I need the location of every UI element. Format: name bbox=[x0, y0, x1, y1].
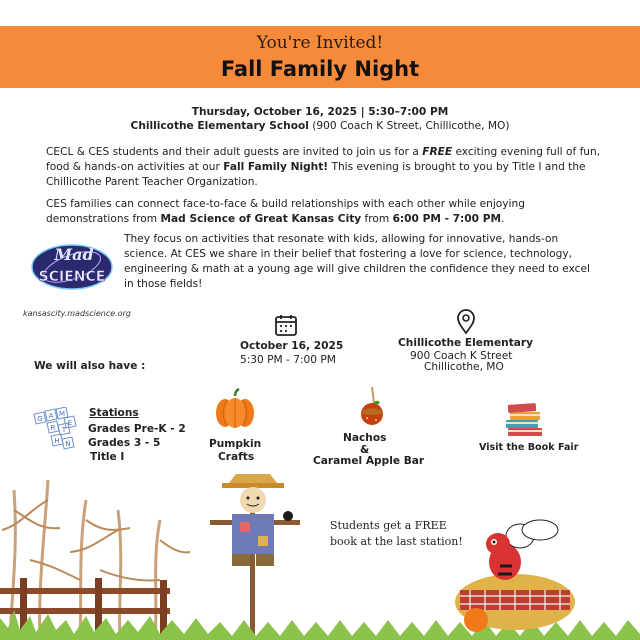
logo-text-bottom: SCIENCE bbox=[38, 269, 106, 285]
calendar-icon bbox=[274, 313, 298, 337]
stations-line: Grades Pre-K - 2 bbox=[88, 423, 186, 435]
word-search-letter: H bbox=[54, 437, 60, 445]
bookfair-label: Visit the Book Fair bbox=[479, 442, 579, 453]
caramel-apple-icon bbox=[357, 385, 387, 427]
invited-heading: You're Invited! bbox=[256, 33, 384, 53]
event-datetime: Thursday, October 16, 2025 | 5:30–7:00 PM bbox=[191, 106, 449, 118]
free-book-note: Students get a FREE bbox=[330, 519, 447, 532]
free-emphasis: FREE bbox=[422, 146, 453, 158]
word-search-letter: E bbox=[67, 419, 73, 427]
food-label: Caramel Apple Bar bbox=[313, 455, 425, 467]
word-search-letter: R bbox=[50, 424, 56, 432]
event-name-emphasis: Fall Family Night! bbox=[223, 161, 329, 173]
food-label: & bbox=[360, 444, 370, 456]
food-label: Nachos bbox=[343, 432, 387, 444]
farm-scene-illustration bbox=[0, 470, 640, 640]
families-text: . bbox=[501, 213, 505, 225]
location-address-line2: Chillicothe, MO bbox=[424, 361, 504, 373]
location-pin-icon bbox=[455, 309, 477, 335]
pumpkin-label: Pumpkin bbox=[209, 438, 262, 450]
families-paragraph bbox=[46, 197, 606, 227]
books-icon bbox=[502, 402, 546, 438]
word-search-letter: N bbox=[65, 440, 71, 448]
page-title: Fall Family Night bbox=[220, 57, 420, 81]
stations-title: Stations bbox=[89, 407, 139, 419]
hay-bale-hornet-illustration bbox=[455, 520, 575, 632]
intro-text: CECL & CES students and their adult guests are invited to join us for a bbox=[46, 146, 423, 158]
event-time: 5:30 PM - 7:00 PM bbox=[240, 354, 336, 366]
location-name: Chillicothe Elementary bbox=[398, 337, 534, 349]
intro-paragraph bbox=[46, 145, 606, 190]
scarecrow-illustration bbox=[210, 474, 300, 640]
stations-line: Title I bbox=[90, 451, 125, 463]
stations-line: Grades 3 - 5 bbox=[88, 437, 161, 449]
pumpkin-label: Crafts bbox=[218, 451, 255, 463]
logo-text-top: Mad bbox=[54, 245, 94, 264]
word-search-letter: M bbox=[58, 410, 66, 418]
intro-text: This evening is brought to you by Title I and the Chillicothe Parent Teacher Organization. bbox=[46, 161, 586, 188]
families-text: from bbox=[361, 213, 393, 225]
mad-science-logo bbox=[28, 236, 116, 298]
pumpkin-icon bbox=[213, 387, 257, 431]
event-location-line bbox=[0, 120, 640, 132]
school-name: Chillicothe Elementary School bbox=[130, 120, 309, 132]
word-search-letter: G bbox=[37, 415, 43, 423]
word-search-icon bbox=[33, 407, 79, 451]
location-address-line1: 900 Coach K Street bbox=[410, 350, 513, 362]
free-book-note: book at the last station! bbox=[330, 535, 463, 548]
science-paragraph: They focus on activities that resonate with kids, allowing for innovative, hands-on science. At CES we share in their belief that fostering a love for science, technology, engineering & math at a young age will give children the confidence they need to excel in those fields! bbox=[124, 233, 590, 290]
intro-text: exciting evening full of fun, food & hands-on activities at our bbox=[46, 146, 601, 173]
org-name: Mad Science of Great Kansas City bbox=[160, 213, 362, 225]
demo-time: 6:00 PM - 7:00 PM bbox=[392, 213, 502, 225]
school-address: (900 Coach K Street, Chillicothe, MO) bbox=[308, 120, 510, 132]
word-search-letter: T bbox=[61, 426, 67, 434]
also-heading: We will also have : bbox=[34, 360, 146, 372]
word-search-letter: A bbox=[48, 412, 54, 420]
logo-url: kansascity.madscience.org bbox=[23, 309, 131, 318]
event-date: October 16, 2025 bbox=[240, 340, 344, 352]
families-text: CES families can connect face-to-face & build relationships with each other while enjoying demonstrations from bbox=[46, 198, 525, 225]
